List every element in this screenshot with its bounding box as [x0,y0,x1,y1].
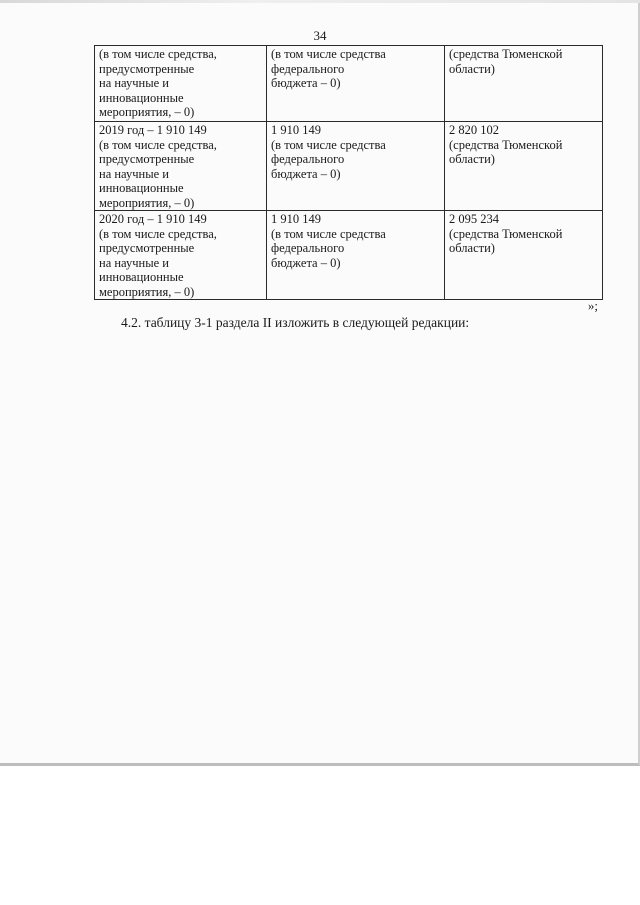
table-cell-regional [445,46,603,122]
cell-line: бюджета – 0) [271,255,341,270]
cell-line: 1 910 149 [271,212,321,226]
cell-line: (в том числе средства, [99,47,217,61]
table-cell-federal [267,46,445,122]
cell-line: на научные и [99,255,169,270]
cell-line: (в том числе средства, [99,226,217,241]
cell-line: инновационные [99,90,184,105]
table-cell-federal [267,211,445,300]
table-row [95,211,603,300]
cell-line: (в том числе средства [271,137,386,152]
cell-line: области) [449,152,495,166]
cell-line: области) [449,61,495,76]
table-cell-regional [445,211,603,300]
cell-line: бюджета – 0) [271,166,341,181]
cell-line: федерального [271,241,345,255]
cell-line: 2 820 102 [449,123,499,137]
scan-edge [0,0,640,3]
table-cell-total [95,211,267,300]
cell-line: 2019 год – 1 910 149 [99,123,207,137]
amendment-instruction: 4.2. таблицу 3-1 раздела II изложить в следующей редакции: [121,315,470,330]
table-cell-regional [445,122,603,211]
cell-line: (средства Тюменской [449,226,563,241]
table-row [95,122,603,211]
cell-line: (в том числе средства [271,226,386,241]
table-cell-total [95,46,267,122]
cell-line: предусмотренные [99,241,195,255]
cell-line: предусмотренные [99,61,195,76]
funding-table [94,45,603,300]
cell-line: (в том числе средства [271,47,386,61]
cell-line: на научные и [99,76,169,90]
cell-line: мероприятия, – 0) [99,105,195,119]
cell-line: предусмотренные [99,152,195,166]
cell-line: федерального [271,152,345,166]
cell-line: федерального [271,61,345,76]
cell-line: мероприятия, – 0) [99,195,195,210]
cell-line: мероприятия, – 0) [99,284,195,299]
cell-line: (средства Тюменской [449,137,563,152]
cell-line: бюджета – 0) [271,76,341,90]
closing-quote: »; [587,298,598,313]
cell-line: (в том числе средства, [99,137,217,152]
cell-line: области) [449,241,495,255]
cell-line: инновационные [99,181,184,195]
table-cell-total [95,122,267,211]
table-row [95,46,603,122]
cell-line: (средства Тюменской [449,47,563,61]
table-cell-federal [267,122,445,211]
cell-line: на научные и [99,166,169,181]
cell-line: инновационные [99,270,184,284]
cell-line: 1 910 149 [271,123,321,137]
cell-line: 2020 год – 1 910 149 [99,212,207,226]
page-number: 34 [313,28,327,43]
cell-line: 2 095 234 [449,212,499,226]
